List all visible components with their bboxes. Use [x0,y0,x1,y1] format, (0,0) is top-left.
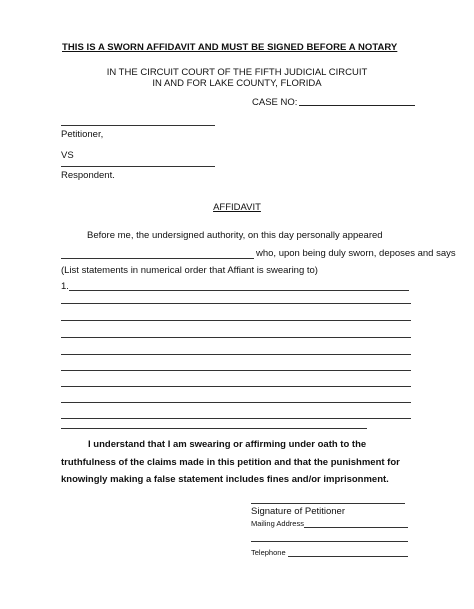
court-name-line-2: IN AND FOR LAKE COUNTY, FLORIDA [152,78,322,89]
statement-line[interactable] [61,320,411,321]
affiant-name-line[interactable] [61,258,254,259]
affidavit-title: AFFIDAVIT [213,202,261,213]
mailing-address-line-2[interactable] [251,541,408,542]
statement-line[interactable] [61,418,411,419]
respondent-label: Respondent. [61,170,115,181]
telephone-line[interactable] [288,556,408,557]
court-name-line-1: IN THE CIRCUIT COURT OF THE FIFTH JUDICIAL CIRCUIT [106,67,368,78]
list-instruction-text: (List statements in numerical order that Affiant is swearing to) [61,265,318,276]
mailing-address-label: Mailing Address [251,519,304,528]
signature-label: Signature of Petitioner [251,506,346,517]
petitioner-name-line[interactable] [61,125,215,126]
statement-line[interactable] [61,337,411,338]
statement-line[interactable] [61,354,411,355]
mailing-address-line[interactable] [304,527,408,528]
notary-warning-heading: THIS IS A SWORN AFFIDAVIT AND MUST BE SIGNED BEFORE A NOTARY [62,42,398,53]
oath-statement: I understand that I am swearing or affirming under oath to the truthfulness of the claims made in this petition and that the punishment for knowingly making a false statement includes fines and/or imprisonment. [61,439,400,485]
case-number-blank[interactable] [299,105,415,106]
case-number-label: CASE NO: [252,97,298,108]
respondent-name-line[interactable] [61,166,215,167]
versus-label: VS [61,150,74,161]
statement-line[interactable] [61,370,411,371]
statement-line[interactable] [61,386,411,387]
statement-line[interactable] [61,402,411,403]
petitioner-label: Petitioner, [61,129,104,140]
statement-line[interactable] [61,303,411,304]
statement-line[interactable] [61,428,367,429]
sworn-deposes-text: who, upon being duly sworn, deposes and says [256,248,456,259]
statement-line[interactable] [69,290,409,291]
before-me-text: Before me, the undersigned authority, on this day personally appeared [87,230,383,241]
statement-number-1: 1. [61,281,69,292]
signature-line[interactable] [251,503,405,504]
case-number-field[interactable] [252,97,415,108]
telephone-label: Telephone [251,548,286,557]
